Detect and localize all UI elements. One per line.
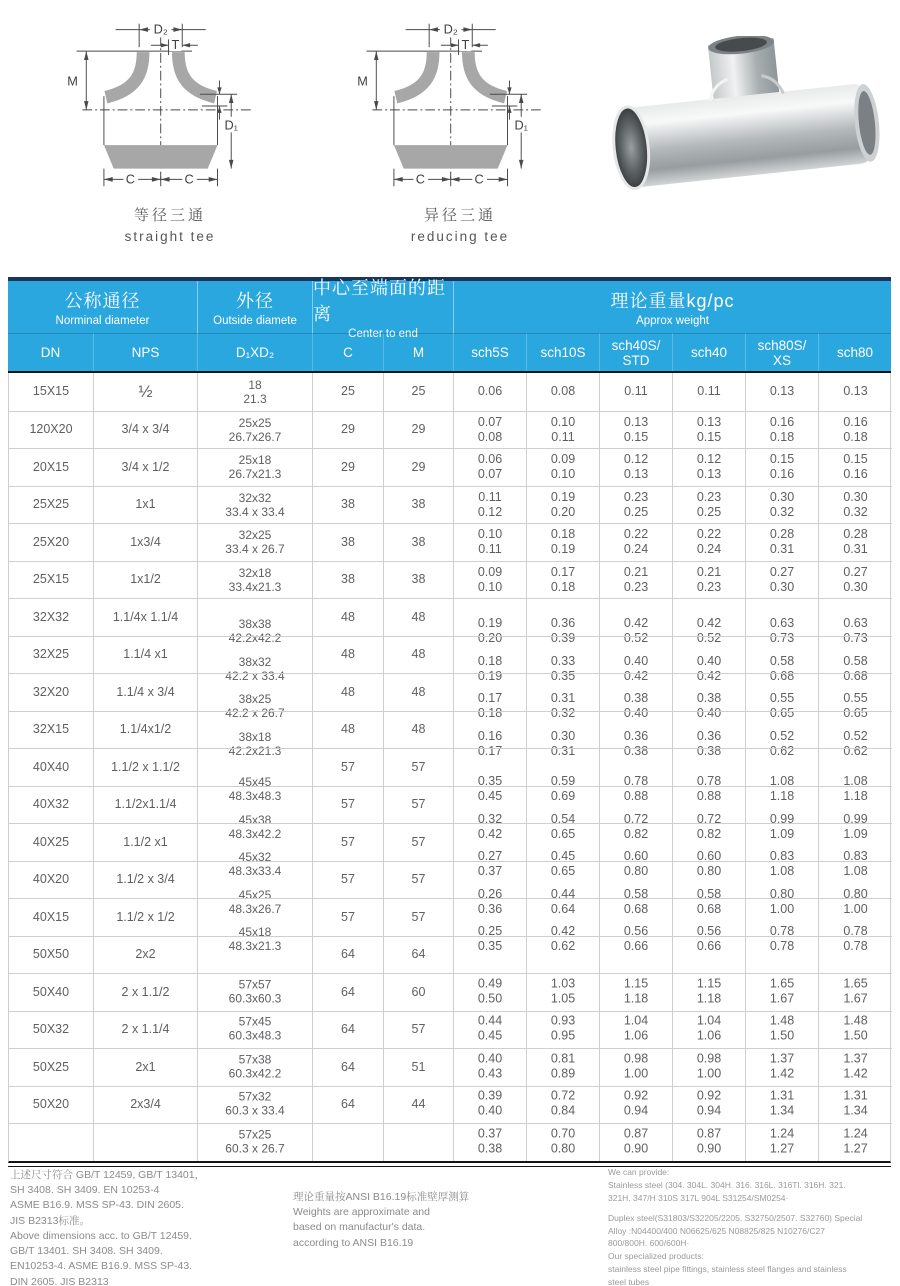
table-cell: 45x32 48.3x33.4 bbox=[198, 823, 313, 861]
table-cell: 1.24 1.27 bbox=[819, 1086, 892, 1124]
column-label-sch80: sch80 bbox=[818, 333, 891, 371]
table-cell: 0.23 0.25 bbox=[600, 486, 673, 524]
table-cell: 57 bbox=[384, 748, 454, 786]
table-cell: 0.27 0.37 bbox=[454, 823, 527, 861]
table-cell: 0.38 0.40 bbox=[673, 673, 746, 711]
table-cell: 60 bbox=[384, 973, 454, 1011]
table-cell: 29 bbox=[384, 448, 454, 486]
header-group-nominal-diameter bbox=[8, 281, 197, 333]
table-cell: 0.21 0.23 bbox=[673, 561, 746, 599]
table-cell: 0.42 0.62 bbox=[527, 898, 600, 936]
table-header bbox=[8, 277, 891, 373]
table-cell: 1.08 1.18 bbox=[746, 748, 819, 786]
table-cell: 0.38 0.40 bbox=[600, 673, 673, 711]
table-cell: 0.54 0.65 bbox=[527, 786, 600, 824]
table-cell: 0.63 0.73 bbox=[746, 598, 819, 636]
table-cell: 0.45 0.65 bbox=[527, 823, 600, 861]
table-cell: 1.1/4x 1.1/4 bbox=[94, 598, 198, 636]
table-cell: 1.15 1.18 bbox=[600, 936, 673, 974]
table-cell: 0.19 0.20 bbox=[527, 486, 600, 524]
footer-line: based on manufactur's data. bbox=[293, 1221, 426, 1234]
table-cell: 0.16 0.18 bbox=[819, 411, 892, 449]
column-label-d1xd2: D₁XD₂ bbox=[197, 333, 312, 371]
table-cell: 0.22 0.24 bbox=[673, 523, 746, 561]
table-cell: 45x25 48.3x26.7 bbox=[198, 861, 313, 899]
footer-line: GB/T 13401. SH 3408. SH 3409. bbox=[10, 1245, 163, 1258]
table-cell: 57x57 60.3x60.3 bbox=[198, 936, 313, 974]
table-cell: 0.31 0.32 bbox=[527, 673, 600, 711]
table-cell: 0.16 0.18 bbox=[746, 411, 819, 449]
table-cell: 0.99 1.09 bbox=[819, 786, 892, 824]
footer-line: ASME B16.9. MSS SP-43. DIN 2605. bbox=[10, 1199, 184, 1212]
table-cell bbox=[600, 1123, 673, 1161]
table-cell: 0.58 0.68 bbox=[746, 636, 819, 674]
table-cell: 0.21 0.23 bbox=[600, 561, 673, 599]
table-cell: 38 bbox=[313, 523, 384, 561]
footer-line: 321H. 347/H 310S 317L 904L S31254/SM0254· bbox=[608, 1192, 789, 1203]
table-cell bbox=[313, 1123, 384, 1161]
table-cell: 0.92 0.94 bbox=[673, 1048, 746, 1086]
table-cell: 0.09 0.10 bbox=[527, 448, 600, 486]
table-cell: 51 bbox=[384, 1048, 454, 1086]
table-cell: 0.30 0.32 bbox=[819, 486, 892, 524]
table-cell: 0.80 1.00 bbox=[746, 861, 819, 899]
group-title-zh: 中心至端面的距离 bbox=[313, 278, 446, 324]
table-cell: 2x1 bbox=[94, 1048, 198, 1086]
table-cell: 0.37 0.38 bbox=[454, 1086, 527, 1124]
table-cell: 0.40 0.42 bbox=[600, 636, 673, 674]
table-cell: 57 bbox=[313, 748, 384, 786]
header-group-outside-diameter bbox=[197, 281, 312, 333]
table-cell: 3/4 x 3/4 bbox=[94, 411, 198, 449]
table-cell: 38 bbox=[384, 523, 454, 561]
footer-line: 800/800H. 600/600H· bbox=[608, 1238, 690, 1249]
table-cell: 0.40 0.42 bbox=[673, 636, 746, 674]
column-label-dn: DN bbox=[8, 333, 93, 371]
table-cell: 0.16 0.17 bbox=[454, 711, 527, 749]
table-cell: 1.37 1.42 bbox=[746, 1011, 819, 1049]
column-label-sch40: sch40 bbox=[672, 333, 745, 371]
table-cell: 1.1/2 x 1.1/2 bbox=[94, 748, 198, 786]
table-cell: 0.70 0.80 bbox=[527, 1086, 600, 1124]
table-cell: 0.78 0.88 bbox=[673, 748, 746, 786]
table-cell: 1.1/2 x 1/2 bbox=[94, 898, 198, 936]
spec-table bbox=[8, 277, 891, 1167]
table-cell: 0.09 0.10 bbox=[454, 561, 527, 599]
table-cell: 50X20 bbox=[9, 1086, 94, 1124]
table-cell: 0.42 0.52 bbox=[600, 598, 673, 636]
table-cell: 0.72 0.84 bbox=[527, 1048, 600, 1086]
table-cell: 38 bbox=[384, 561, 454, 599]
table-cell: 48 bbox=[384, 711, 454, 749]
table-cell: 0.56 0.66 bbox=[600, 898, 673, 936]
table-cell: 0.27 0.30 bbox=[746, 561, 819, 599]
table-cell: 48 bbox=[384, 598, 454, 636]
group-title-zh: 理论重量kg/pc bbox=[610, 291, 735, 311]
footer-line: DIN 2605. JIS B2313 bbox=[10, 1275, 109, 1286]
footer-materials-note bbox=[608, 1166, 893, 1286]
table-cell: 0.72 0.82 bbox=[600, 786, 673, 824]
table-cell bbox=[9, 1123, 94, 1161]
table-cell: 0.08 bbox=[527, 373, 600, 411]
footer-line: 上述尺寸符合 GB/T 12459, GB/T 13401， bbox=[10, 1169, 206, 1181]
table-cell: 0.59 0.69 bbox=[527, 748, 600, 786]
table-cell: 0.12 0.13 bbox=[600, 448, 673, 486]
header-group-approx-weight bbox=[453, 281, 891, 333]
table-cell: 0.93 0.95 bbox=[527, 973, 600, 1011]
table-cell: 64 bbox=[313, 973, 384, 1011]
table-cell: 0.06 0.07 bbox=[454, 448, 527, 486]
footer-line: Our specialized products: bbox=[608, 1251, 704, 1262]
table-cell: 18 21.3 bbox=[198, 373, 313, 411]
footer-line bbox=[608, 1204, 893, 1212]
table-cell: 45x18 48.3x21.3 bbox=[198, 898, 313, 936]
table-cell: 1.65 1.67 bbox=[746, 936, 819, 974]
table-cell: 40X20 bbox=[9, 861, 94, 899]
table-cell: 32X20 bbox=[9, 673, 94, 711]
table-cell: 0.98 1.00 bbox=[600, 1011, 673, 1049]
table-cell: 0.52 0.62 bbox=[746, 711, 819, 749]
table-cell: 0.99 1.09 bbox=[746, 786, 819, 824]
table-cell: 0.13 0.15 bbox=[600, 411, 673, 449]
reducing-tee-drawing-icon bbox=[343, 6, 578, 202]
table-cell: 0.36 0.38 bbox=[600, 711, 673, 749]
footer-line: Alloy :N04400/400 N06625/625 N08825/825 N10276/C27 bbox=[608, 1225, 825, 1236]
table-cell: 57 bbox=[313, 823, 384, 861]
diagram-reducing-tee bbox=[335, 6, 585, 244]
footer-line: EN10253-4. ASME B16.9. MSS SP-43. bbox=[10, 1260, 193, 1273]
reducing-tee-caption-en: reducing tee bbox=[410, 229, 510, 244]
group-title-zh: 公称通径 bbox=[64, 291, 141, 311]
table-cell: 48 bbox=[384, 673, 454, 711]
column-label-nps: NPS bbox=[93, 333, 197, 371]
table-cell: 1.08 1.18 bbox=[819, 748, 892, 786]
table-cell: 32x25 33.4 x 26.7 bbox=[198, 523, 313, 561]
table-cell: 38x25 42.2 x 26.7 bbox=[198, 673, 313, 711]
table-cell: 2x3/4 bbox=[94, 1086, 198, 1124]
table-cell: 40X15 bbox=[9, 898, 94, 936]
table-cell: 1.03 1.05 bbox=[527, 936, 600, 974]
table-cell: 0.12 0.13 bbox=[673, 448, 746, 486]
footer-line: according to ANSI B16.19 bbox=[293, 1236, 414, 1249]
table-cell: 0.98 1.00 bbox=[673, 1011, 746, 1049]
table-cell: 1.24 1.27 bbox=[746, 1086, 819, 1124]
table-cell: 1.31 1.34 bbox=[746, 1048, 819, 1086]
table-cell: 25 bbox=[384, 373, 454, 411]
table-cell: 0.23 0.25 bbox=[673, 486, 746, 524]
footer-standards-note bbox=[10, 1168, 290, 1286]
table-cell: 0.36 0.38 bbox=[673, 711, 746, 749]
table-cell: 64 bbox=[384, 936, 454, 974]
table-cell: 1.15 1.18 bbox=[673, 936, 746, 974]
table-cell: 15X15 bbox=[9, 373, 94, 411]
column-label-sch10s: sch10S bbox=[526, 333, 599, 371]
table-cell: 0.56 0.66 bbox=[673, 898, 746, 936]
table-cell: 1x3/4 bbox=[94, 523, 198, 561]
table-cell: 40X32 bbox=[9, 786, 94, 824]
table-cell: 0.58 0.68 bbox=[673, 861, 746, 899]
table-cell: 48 bbox=[313, 598, 384, 636]
table-cell: 0.60 0.80 bbox=[673, 823, 746, 861]
footer-weights-note bbox=[293, 1190, 593, 1251]
column-label-sch5s: sch5S bbox=[453, 333, 526, 371]
table-cell: 57 bbox=[384, 861, 454, 899]
table-cell: 0.87 0.90 bbox=[673, 1086, 746, 1124]
table-cell: 44 bbox=[384, 1086, 454, 1124]
table-cell: 38 bbox=[313, 561, 384, 599]
table-cell: 2x2 bbox=[94, 936, 198, 974]
table-cell: 38x32 42.2 x 33.4 bbox=[198, 636, 313, 674]
table-cell: 1.04 1.06 bbox=[600, 973, 673, 1011]
table-cell: 0.11 0.12 bbox=[454, 486, 527, 524]
table-cell: 64 bbox=[313, 936, 384, 974]
column-label-m: M bbox=[383, 333, 453, 371]
tee-product-photo bbox=[600, 36, 885, 196]
table-cell: 0.13 0.15 bbox=[673, 411, 746, 449]
table-cell: 20X15 bbox=[9, 448, 94, 486]
table-cell: 64 bbox=[313, 1086, 384, 1124]
table-cell: 0.55 0.65 bbox=[746, 673, 819, 711]
table-cell: 0.92 0.94 bbox=[600, 1048, 673, 1086]
table-cell: 1.1/2 x 3/4 bbox=[94, 861, 198, 899]
table-cell: 0.78 0.78 bbox=[746, 898, 819, 936]
table-cell: 48 bbox=[313, 711, 384, 749]
table-cell: 0.28 0.31 bbox=[746, 523, 819, 561]
footer-line: JIS B2313标准。 bbox=[10, 1214, 90, 1227]
table-cell: 32X25 bbox=[9, 636, 94, 674]
table-cell: 64 bbox=[313, 1048, 384, 1086]
table-cell: 57 bbox=[384, 823, 454, 861]
table-cell: 48 bbox=[384, 636, 454, 674]
table-cell: 29 bbox=[384, 411, 454, 449]
table-cell: 50X32 bbox=[9, 1011, 94, 1049]
table-cell bbox=[384, 1123, 454, 1161]
table-cell: 1.04 1.06 bbox=[673, 973, 746, 1011]
table-cell: 1.65 1.67 bbox=[819, 936, 892, 974]
table-cell: 0.25 0.35 bbox=[454, 898, 527, 936]
table-cell: 0.44 0.45 bbox=[454, 973, 527, 1011]
table-cell: 0.07 0.08 bbox=[454, 411, 527, 449]
table-cell: 45x45 48.3x48.3 bbox=[198, 748, 313, 786]
table-cell: 45x38 48.3x42.2 bbox=[198, 786, 313, 824]
table-cell: 0.17 0.18 bbox=[454, 673, 527, 711]
table-cell: 0.13 bbox=[746, 373, 819, 411]
table-cell: 0.39 0.40 bbox=[454, 1048, 527, 1086]
table-cell: 29 bbox=[313, 411, 384, 449]
table-cell: 57 bbox=[313, 861, 384, 899]
table-cell bbox=[746, 1123, 819, 1161]
reducing-tee-caption-zh: 异径三通 bbox=[423, 207, 496, 224]
table-cell: 0.87 0.90 bbox=[600, 1086, 673, 1124]
table-cell: 0.58 0.68 bbox=[819, 636, 892, 674]
table-cell: 0.52 0.62 bbox=[819, 711, 892, 749]
table-cell: 1x1/2 bbox=[94, 561, 198, 599]
table-cell: 0.11 bbox=[673, 373, 746, 411]
table-cell: 2 x 1.1/4 bbox=[94, 1011, 198, 1049]
table-cell: 1.31 1.34 bbox=[819, 1048, 892, 1086]
table-cell: 0.15 0.16 bbox=[746, 448, 819, 486]
table-body bbox=[8, 373, 891, 1163]
table-cell: 1.1/4 x1 bbox=[94, 636, 198, 674]
group-title-en: Approx weight bbox=[636, 315, 709, 327]
table-cell bbox=[454, 1123, 527, 1161]
table-cell: 0.19 0.20 bbox=[454, 598, 527, 636]
column-label-sch80s-xs: sch80S/ XS bbox=[745, 333, 818, 371]
table-cell: 1.48 1.50 bbox=[819, 973, 892, 1011]
footer-line: steel tubes bbox=[608, 1276, 650, 1286]
table-cell: 0.35 0.45 bbox=[454, 748, 527, 786]
table-cell: 25x25 26.7x26.7 bbox=[198, 411, 313, 449]
table-cell: 1.1/4x1/2 bbox=[94, 711, 198, 749]
table-cell: 0.81 0.89 bbox=[527, 1011, 600, 1049]
table-cell: 0.30 0.31 bbox=[527, 711, 600, 749]
table-cell: 57 bbox=[384, 898, 454, 936]
table-cell: 0.78 0.88 bbox=[600, 748, 673, 786]
footer-line: stainless steel pipe fittings, stainless steel flanges and stainless bbox=[608, 1263, 847, 1274]
table-cell: 32X15 bbox=[9, 711, 94, 749]
table-cell: 0.27 0.30 bbox=[819, 561, 892, 599]
table-cell: 0.44 0.64 bbox=[527, 861, 600, 899]
straight-tee-caption-zh: 等径三通 bbox=[133, 207, 206, 224]
group-title-zh: 外径 bbox=[236, 291, 274, 311]
table-cell: 0.72 0.82 bbox=[673, 786, 746, 824]
table-cell: 0.13 bbox=[843, 384, 868, 399]
table-cell: 25x18 26.7x21.3 bbox=[198, 448, 313, 486]
table-cell: 32X32 bbox=[9, 598, 94, 636]
table-cell: 2 x 1.1/2 bbox=[94, 973, 198, 1011]
table-cell: 50X25 bbox=[9, 1048, 94, 1086]
straight-tee-drawing-icon bbox=[53, 6, 288, 202]
table-cell: 25X20 bbox=[9, 523, 94, 561]
table-cell: 48 bbox=[313, 673, 384, 711]
table-cell: 29 bbox=[313, 448, 384, 486]
table-cell: 57x32 60.3 x 33.4 bbox=[198, 1048, 313, 1086]
table-cell: 0.36 0.39 bbox=[527, 598, 600, 636]
table-cell: 64 bbox=[313, 1011, 384, 1049]
table-cell: 57 bbox=[313, 786, 384, 824]
table-cell: 0.63 0.73 bbox=[819, 598, 892, 636]
table-cell: 0.33 0.35 bbox=[527, 636, 600, 674]
table-cell: 0.83 1.08 bbox=[746, 823, 819, 861]
table-cell: 0.55 0.65 bbox=[819, 673, 892, 711]
table-cell: 0.58 0.68 bbox=[600, 861, 673, 899]
table-cell: 0.11 bbox=[600, 373, 673, 411]
footer-line: 理论重量按ANSI B16.19标准壁厚测算 bbox=[293, 1191, 470, 1203]
table-cell: 57x45 60.3x48.3 bbox=[198, 973, 313, 1011]
table-cell: 0.10 0.11 bbox=[454, 523, 527, 561]
group-title-en: Norminal diameter bbox=[55, 315, 150, 327]
table-cell: 32x18 33.4x21.3 bbox=[198, 561, 313, 599]
table-cell: 0.32 0.42 bbox=[454, 786, 527, 824]
table-cell: 57 bbox=[313, 898, 384, 936]
table-cell: 57 bbox=[384, 1011, 454, 1049]
table-cell: 1.1/4 x 3/4 bbox=[94, 673, 198, 711]
table-cell: 0.10 0.11 bbox=[527, 411, 600, 449]
table-cell: ½ bbox=[94, 373, 198, 411]
table-cell: 25 bbox=[313, 373, 384, 411]
table-cell: 0.60 0.80 bbox=[600, 823, 673, 861]
table-cell: 50X50 bbox=[9, 936, 94, 974]
group-title-en: Center to end bbox=[348, 328, 418, 340]
table-cell: 0.18 0.19 bbox=[527, 523, 600, 561]
diagram-straight-tee bbox=[45, 6, 295, 244]
table-cell: 0.28 0.31 bbox=[819, 523, 892, 561]
table-cell: 48 bbox=[313, 636, 384, 674]
table-cell: 38x18 42.2x21.3 bbox=[198, 711, 313, 749]
table-cell: 0.83 1.08 bbox=[819, 823, 892, 861]
table-cell: 0.15 0.16 bbox=[819, 448, 892, 486]
table-cell: 40X25 bbox=[9, 823, 94, 861]
table-cell bbox=[94, 1123, 198, 1161]
table-cell: 32x32 33.4 x 33.4 bbox=[198, 486, 313, 524]
table-cell: 40X40 bbox=[9, 748, 94, 786]
column-label-c: C bbox=[312, 333, 383, 371]
table-cell: 25X25 bbox=[9, 486, 94, 524]
table-cell: 0.78 0.78 bbox=[819, 898, 892, 936]
column-label-sch40s-std: sch40S/ STD bbox=[599, 333, 672, 371]
table-cell: 1.1/2x1.1/4 bbox=[94, 786, 198, 824]
table-cell: 38x38 42.2x42.2 bbox=[198, 598, 313, 636]
tee-photo-icon bbox=[600, 36, 885, 196]
footer-line: Stainless steel (304. 304L. 304H. 316. 316L. 316Tl. 316H. 321. bbox=[608, 1179, 846, 1190]
table-cell: 3/4 x 1/2 bbox=[94, 448, 198, 486]
table-cell: 0.30 0.32 bbox=[746, 486, 819, 524]
table-cell bbox=[819, 1123, 892, 1161]
table-cell: 0.22 0.24 bbox=[600, 523, 673, 561]
footer-line: We can provide: bbox=[608, 1167, 670, 1177]
footer-line: Above dimensions acc. to GB/T 12459. bbox=[10, 1229, 192, 1242]
group-title-en: Outside diamete bbox=[213, 315, 297, 327]
table-cell: 1.1/2 x1 bbox=[94, 823, 198, 861]
footer-line: SH 3408. SH 3409. EN 10253-4 bbox=[10, 1184, 160, 1197]
table-cell: 0.80 1.00 bbox=[819, 861, 892, 899]
table-cell bbox=[198, 1123, 313, 1161]
straight-tee-caption-en: straight tee bbox=[124, 229, 216, 244]
table-cell: 120X20 bbox=[9, 411, 94, 449]
table-cell: 0.06 bbox=[454, 373, 527, 411]
table-cell: 0.26 0.36 bbox=[454, 861, 527, 899]
footer-line: Weights are approximate and bbox=[293, 1206, 430, 1219]
table-cell: 50X40 bbox=[9, 973, 94, 1011]
table-cell: 38 bbox=[313, 486, 384, 524]
table-cell: 57x25 60.3 x 26.7 bbox=[198, 1086, 313, 1124]
table-cell: 0.18 0.19 bbox=[454, 636, 527, 674]
table-cell: 57 bbox=[384, 786, 454, 824]
footer-line: Duplex steel(S31803/S32205/2205. S32750/2507. S32760) Special bbox=[608, 1212, 863, 1223]
table-cell: 57x38 60.3x42.2 bbox=[198, 1011, 313, 1049]
table-cell: 0.17 0.18 bbox=[527, 561, 600, 599]
table-cell: 0.49 0.50 bbox=[454, 936, 527, 974]
table-cell: 0.40 0.43 bbox=[454, 1011, 527, 1049]
table-cell: 1x1 bbox=[94, 486, 198, 524]
table-cell: 1.48 1.50 bbox=[746, 973, 819, 1011]
table-cell: 1.37 1.42 bbox=[819, 1011, 892, 1049]
table-cell bbox=[527, 1123, 600, 1161]
table-cell: 25X15 bbox=[9, 561, 94, 599]
table-cell bbox=[673, 1123, 746, 1161]
header-group-center-to-end bbox=[312, 278, 453, 340]
table-cell: 38 bbox=[384, 486, 454, 524]
table-cell: 0.42 0.52 bbox=[673, 598, 746, 636]
